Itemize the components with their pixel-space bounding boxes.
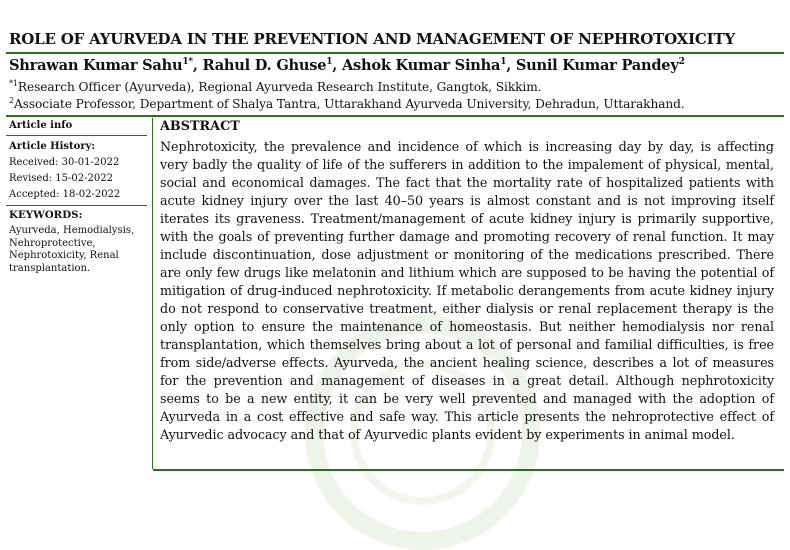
affiliation-divider: [6, 115, 784, 117]
author-affiliation-mark: 1: [500, 57, 507, 68]
article-history-heading: Article History:: [9, 141, 96, 152]
author-affiliation-mark: 1*: [182, 57, 193, 68]
affiliation-1: [9, 79, 541, 94]
title-divider: [6, 52, 784, 54]
abstract-bottom-divider: [153, 469, 784, 471]
author-separator: ,: [332, 57, 342, 74]
author-separator: ,: [506, 57, 516, 74]
author-list: [9, 57, 685, 74]
author-affiliation-mark: 1: [326, 57, 333, 68]
abstract-heading: ABSTRACT: [160, 119, 240, 134]
article-info-heading: Article info: [9, 120, 73, 131]
received-date: Received: 30-01-2022: [9, 157, 120, 168]
keywords-text: Ayurveda, Hemodialysis, Nehroprotective, Nephrotoxicity, Renal transplantation.: [9, 225, 135, 274]
revised-date: Revised: 15-02-2022: [9, 173, 113, 184]
author-affiliation-mark: 2: [678, 57, 685, 68]
author-name: Rahul D. Ghuse: [202, 57, 327, 74]
affiliation-text: Research Officer (Ayurveda), Regional Ayurveda Research Institute, Gangtok, Sikkim.: [17, 80, 542, 95]
author-name: Sunil Kumar Pandey: [515, 57, 679, 74]
author-name: Ashok Kumar Sinha: [341, 57, 501, 74]
sidebar-divider: [6, 205, 147, 206]
article-info-sidebar: [9, 120, 147, 275]
sidebar-divider: [6, 135, 147, 136]
affiliation-mark: *1: [9, 79, 18, 88]
affiliation-text: Associate Professor, Department of Shalya Tantra, Uttarakhand Ayurveda University, Dehradun, Uttarakhand.: [14, 97, 685, 112]
affiliation-mark: 2: [9, 96, 14, 105]
paper-title: ROLE OF AYURVEDA IN THE PREVENTION AND MANAGEMENT OF NEPHROTOXICITY: [9, 30, 735, 48]
keywords-heading: KEYWORDS:: [9, 209, 83, 221]
author-separator: ,: [192, 57, 203, 74]
author-name: Shrawan Kumar Sahu: [9, 57, 183, 74]
column-divider: [152, 118, 153, 469]
abstract-body: Nephrotoxicity, the prevalence and incidence of which is increasing day by day, is affecting very badly the quality of life of the sufferers in addition to the impalement of physical, mental, social and economical damages. The fact that the mortality rate of hospitalized patients with acute kidney injury over the last 40–50 years is almost constant and is not improving itself iterates its graveness. Treatment/management of acute kidney injury is primarily supportive, with the goals of preventing further damage and promoting recovery of renal function. It may include discontinuation, dose adjustment or monitoring of the medications prescribed. There are only few drugs like melatonin and lithium which are supposed to be having the potential of mitigation of drug-induced nephrotoxicity. If metabolic derangements from acute kidney injury do not respond to conservative treatment, either dialysis or renal replacement therapy is the only option to ensure the maintenance of homeostasis. But neither hemodialysis nor renal transplantation, which themselves bring about a lot of personal and familial difficulties, is free from side/adverse effects. Ayurveda, the ancient healing science, describes a lot of measures for the prevention and management of diseases in a great detail. Although nephrotoxicity seems to be a new entity, it can be very well prevented and managed with the adoption of Ayurveda in a cost effective and safe way. This article presents the nehroprotective effect of Ayurvedic advocacy and that of Ayurvedic plants evident by experiments in animal model.: [160, 139, 774, 442]
accepted-date: Accepted: 18-02-2022: [9, 189, 121, 200]
affiliation-2: [9, 96, 685, 111]
